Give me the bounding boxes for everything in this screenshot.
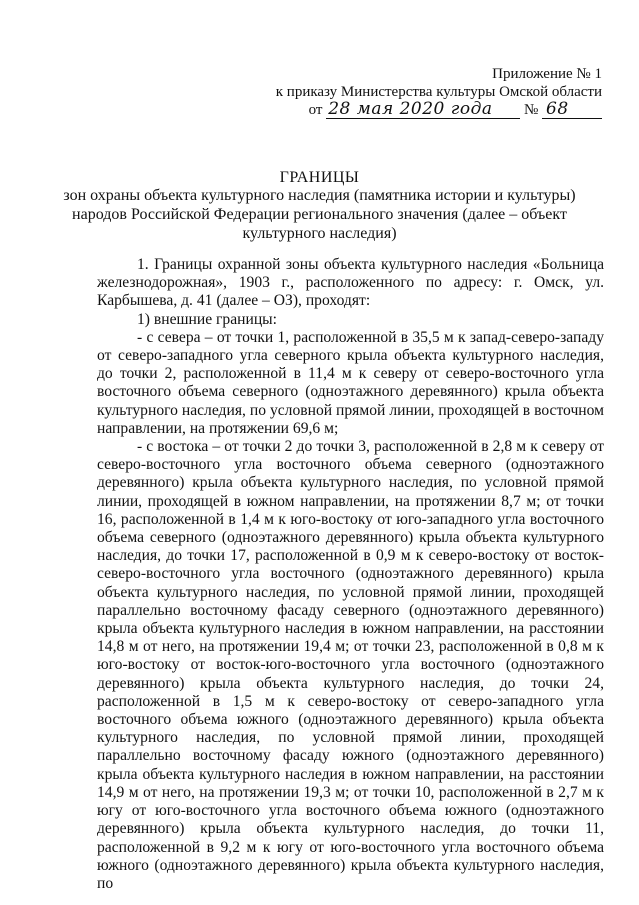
document-heading: ГРАНИЦЫ xyxy=(279,169,360,186)
document-subtitle-line-3: культурного наследия) xyxy=(242,225,397,242)
paragraph-outer-borders: 1) внешние границы: xyxy=(137,310,277,328)
handwritten-number: 68 xyxy=(546,99,569,119)
appendix-label: Приложение № 1 xyxy=(492,66,602,82)
order-reference: к приказу Министерства культуры Омской области xyxy=(275,84,602,100)
paragraph-1: 1. Границы охранной зоны объекта культурного наследия «Больница железнодорожная», 1903 г., расположенного по адресу: г. Омск, ул. Карбышева, д. 41 (далее – ОЗ), проходят: xyxy=(97,256,604,310)
order-date-field xyxy=(326,101,520,119)
document-subtitle-line-1: зон охраны объекта культурного наследия (памятника истории и культуры) xyxy=(63,187,576,204)
document-body xyxy=(97,256,604,893)
paragraph-east: - с востока – от точки 2 до точки 3, расположенной в 2,8 м к северу от северо-восточного угла восточного объема северного (одноэтажного деревянного) крыла объекта культурного наследия, по условной прямой линии, проходящей в южном направлении, на протяжении 8,7 м; от точки 16, расположенной в 1,4 м к юго-востоку от юго-западного угла восточного объема северного (одноэтажного деревянного) крыла объекта культурного наследия, до точки 17, расположенной в 0,9 м к северо-востоку от восток-северо-восточного угла восточного (одноэтажного деревянного) крыла объекта культурного наследия, по условной прямой линии, проходящей параллельно восточному фасаду северного (одноэтажного деревянного) крыла объекта культурного наследия в южном направлении, на расстоянии 14,8 м от него, на протяжении 19,4 м; от точки 23, расположенной в 0,8 м к юго-востоку от восток-юго-восточного угла восточного (одноэтажного деревянного) крыла объекта культурного наследия, до точки 24, расположенной в 1,5 м к северо-востоку от северо-западного угла восточного объема южного (одноэтажного деревянного) крыла объекта культурного наследия, по условной прямой линии, проходящей параллельно восточному фасаду южного (одноэтажного деревянного) крыла объекта культурного наследия в южном направлении, на расстоянии 14,9 м от него, на протяжении 19,3 м; от точки 10, расположенной в 2,7 м к югу от юго-восточного угла восточного объема южного (одноэтажного деревянного) крыла объекта культурного наследия, до точки 11, расположенной в 9,2 м к югу от юго-восточного угла восточного объема южного (одноэтажного деревянного) крыла объекта культурного наследия, по xyxy=(97,438,604,892)
document-subtitle-line-2: народов Российской Федерации регионального значения (далее – объект xyxy=(72,206,567,223)
order-date-number-line xyxy=(309,101,602,119)
order-number-field xyxy=(542,101,602,119)
date-prefix: от xyxy=(308,102,323,118)
paragraph-north: - с севера – от точки 1, расположенной в 35,5 м к запад-северо-западу от северо-западного угла северного крыла объекта культурного наследия, до точки 2, расположенной в 11,4 м к северу от северо-восточного угла восточного объема северного (одноэтажного деревянного) крыла объекта культурного наследия, по условной прямой линии, проходящей в восточном направлении, на протяжении 69,6 м; xyxy=(97,328,604,437)
number-prefix: № xyxy=(523,102,539,118)
handwritten-date: 28 мая 2020 года xyxy=(328,99,493,119)
